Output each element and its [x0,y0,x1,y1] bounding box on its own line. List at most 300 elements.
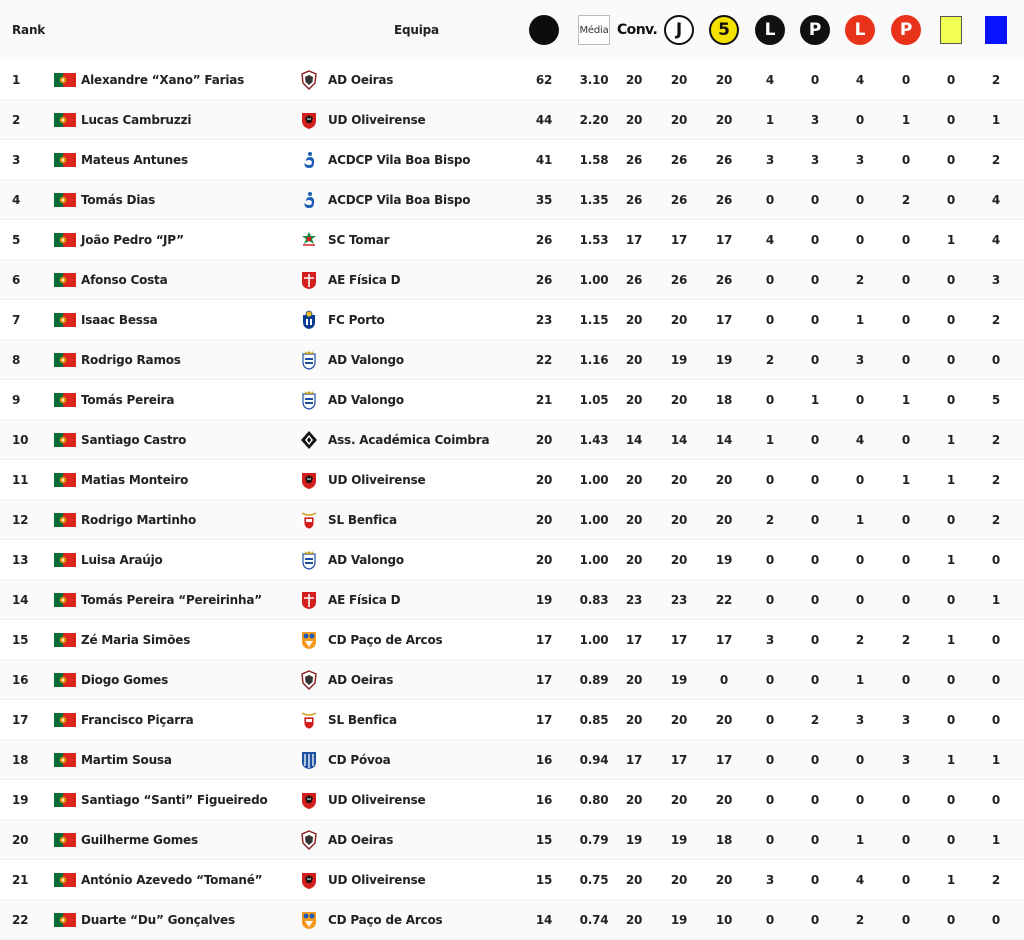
l-red-cell: 0 [855,112,865,127]
portugal-flag-icon [54,620,76,659]
p-red-cell: 1 [901,112,911,127]
conv-cell: 20 [625,872,643,887]
team-name[interactable]: AD Oeiras [328,672,394,687]
l-red-cell: 0 [855,552,865,567]
player-name[interactable]: Isaac Bessa [81,312,158,327]
j-cell: 17 [670,232,688,247]
player-name[interactable]: Zé Maria Simões [81,632,191,647]
table-row[interactable] [0,140,1024,180]
p-red-cell: 0 [901,352,911,367]
team-name[interactable]: AD Oeiras [328,72,394,87]
p-red-cell: 0 [901,432,911,447]
team-name[interactable]: CD Paço de Arcos [328,632,443,647]
blue-cards-cell: 1 [991,592,1001,607]
portugal-flag-icon [54,220,76,259]
player-name[interactable]: Tomás Pereira [81,392,175,407]
media-cell: 0.89 [579,672,609,687]
l-icon: L [755,15,785,45]
portugal-flag-icon [54,660,76,699]
l-red-cell: 0 [855,232,865,247]
portugal-flag-icon [54,180,76,219]
media-cell: 1.53 [579,232,609,247]
team-name[interactable]: AD Valongo [328,552,404,567]
goals-cell: 26 [535,272,553,287]
five-icon: 5 [709,15,739,45]
p-red-cell: 0 [901,872,911,887]
portugal-flag-icon [54,420,76,459]
conv-cell: 17 [625,232,643,247]
player-name[interactable]: Martim Sousa [81,752,172,767]
p-header[interactable] [798,0,832,60]
table-row[interactable] [0,620,1024,660]
media-cell: 1.00 [579,472,609,487]
yellow-cards-cell: 0 [946,392,956,407]
media-cell: 1.58 [579,152,609,167]
rank-cell: 22 [12,912,29,927]
rank-cell: 21 [12,872,29,887]
table-row[interactable] [0,500,1024,540]
rank-cell: 15 [12,632,29,647]
goals-header[interactable] [527,0,561,60]
p-red-cell: 0 [901,792,911,807]
player-name[interactable]: Tomás Pereira “Pereirinha” [81,592,262,607]
yellow-cards-cell: 0 [946,112,956,127]
media-cell: 1.00 [579,512,609,527]
j-cell: 26 [670,152,688,167]
portugal-flag-icon [54,340,76,379]
j-cell: 17 [670,752,688,767]
yellow-cards-cell: 0 [946,272,956,287]
p-cell: 0 [810,512,820,527]
player-name[interactable]: Alexandre “Xano” Farias [81,72,245,87]
j-cell: 20 [670,512,688,527]
media-cell: 1.05 [579,392,609,407]
conv-cell: 26 [625,192,643,207]
goals-cell: 16 [535,792,553,807]
conv-cell: 20 [625,112,643,127]
goals-cell: 20 [535,512,553,527]
table-row[interactable] [0,860,1024,900]
l-red-cell: 2 [855,632,865,647]
table-row[interactable] [0,260,1024,300]
p-cell: 0 [810,72,820,87]
team-name[interactable]: SL Benfica [328,712,397,727]
rank-cell: 19 [12,792,29,807]
j-cell: 19 [670,912,688,927]
player-name[interactable]: Santiago “Santi” Figueiredo [81,792,268,807]
conv-cell: 20 [625,792,643,807]
goals-cell: 15 [535,832,553,847]
team-name[interactable]: SL Benfica [328,512,397,527]
player-name[interactable]: Rodrigo Ramos [81,352,181,367]
team-name[interactable]: AD Valongo [328,392,404,407]
yellow-cards-cell: 0 [946,512,956,527]
ae-fisica-crest-icon [299,580,319,619]
l-cell: 0 [765,712,775,727]
rank-cell: 11 [12,472,29,487]
yellow-cards-cell: 0 [946,72,956,87]
p-red-cell: 0 [901,512,911,527]
l-cell: 3 [765,152,775,167]
player-name[interactable]: Duarte “Du” Gonçalves [81,912,235,927]
team-name[interactable]: SC Tomar [328,232,390,247]
ae-fisica-crest-icon [299,260,319,299]
goals-cell: 41 [535,152,553,167]
portugal-flag-icon [54,860,76,899]
table-row[interactable] [0,340,1024,380]
portugal-flag-icon [54,60,76,99]
blue-cards-cell: 0 [991,632,1001,647]
l-cell: 0 [765,672,775,687]
l-red-cell: 2 [855,272,865,287]
j-cell: 19 [670,352,688,367]
p-cell: 2 [810,712,820,727]
blue-cards-cell: 3 [991,272,1001,287]
team-name[interactable]: ACDCP Vila Boa Bispo [328,152,471,167]
media-header[interactable] [572,0,616,60]
l-cell: 4 [765,72,775,87]
ad-valongo-crest-icon [299,380,319,419]
table-row[interactable] [0,780,1024,820]
five-cell: 20 [715,472,733,487]
p-cell: 0 [810,192,820,207]
conv-cell: 20 [625,512,643,527]
p-red-cell: 3 [901,712,911,727]
equipa-header[interactable]: Equipa [394,23,439,37]
table-row[interactable] [0,100,1024,140]
l-red-cell: 4 [855,72,865,87]
team-name[interactable]: CD Paço de Arcos [328,912,443,927]
ud-oliveirense-crest-icon [299,860,319,899]
l-red-cell: 4 [855,432,865,447]
media-cell: 0.80 [579,792,609,807]
five-cell: 10 [715,912,733,927]
conv-cell: 20 [625,312,643,327]
five-cell: 17 [715,312,733,327]
player-name[interactable]: Afonso Costa [81,272,168,287]
l-red-cell: 3 [855,152,865,167]
team-name[interactable]: UD Oliveirense [328,792,426,807]
l-red-cell: 1 [855,512,865,527]
p-cell: 0 [810,352,820,367]
media-cell: 0.74 [579,912,609,927]
p-icon: P [800,15,830,45]
conv-cell: 20 [625,72,643,87]
portugal-flag-icon [54,700,76,739]
p-cell: 0 [810,432,820,447]
team-name[interactable]: AD Oeiras [328,832,394,847]
l-cell: 4 [765,232,775,247]
player-name[interactable]: Diogo Gomes [81,672,169,687]
five-cell: 20 [715,792,733,807]
table-row[interactable] [0,180,1024,220]
portugal-flag-icon [54,260,76,299]
portugal-flag-icon [54,140,76,179]
five-cell: 18 [715,832,733,847]
portugal-flag-icon [54,300,76,339]
l-red-cell: 3 [855,352,865,367]
table-row[interactable] [0,60,1024,100]
l-cell: 2 [765,352,775,367]
p-cell: 0 [810,232,820,247]
j-header[interactable] [662,0,696,60]
goals-cell: 17 [535,712,553,727]
blue-cards-cell: 1 [991,112,1001,127]
conv-cell: 20 [625,712,643,727]
l-red-cell: 1 [855,312,865,327]
p-red-cell: 1 [901,392,911,407]
j-cell: 20 [670,792,688,807]
l-red-cell: 3 [855,712,865,727]
rank-cell: 12 [12,512,29,527]
p-cell: 0 [810,272,820,287]
goals-cell: 62 [535,72,553,87]
yellow-cards-cell: 0 [946,152,956,167]
media-cell: 0.83 [579,592,609,607]
player-name[interactable]: Guilherme Gomes [81,832,198,847]
l-red-header[interactable] [843,0,877,60]
ad-valongo-crest-icon [299,340,319,379]
academica-crest-icon [299,420,319,459]
p-cell: 0 [810,632,820,647]
five-cell: 26 [715,192,733,207]
rank-cell: 4 [12,192,21,207]
portugal-flag-icon [54,380,76,419]
goals-cell: 20 [535,432,553,447]
p-cell: 0 [810,592,820,607]
player-name[interactable]: Mateus Antunes [81,152,188,167]
ud-oliveirense-crest-icon [299,100,319,139]
portugal-flag-icon [54,540,76,579]
fc-porto-crest-icon [299,300,319,339]
media-cell: 1.00 [579,552,609,567]
yellow-card-header[interactable] [934,0,968,60]
acdcp-crest-icon [299,140,319,179]
blue-cards-cell: 5 [991,392,1001,407]
rank-cell: 20 [12,832,29,847]
table-row[interactable] [0,740,1024,780]
l-cell: 1 [765,112,775,127]
five-cell: 19 [715,552,733,567]
media-cell: 1.43 [579,432,609,447]
j-cell: 26 [670,272,688,287]
team-name[interactable]: UD Oliveirense [328,872,426,887]
player-name[interactable]: Francisco Piçarra [81,712,194,727]
conv-cell: 26 [625,272,643,287]
table-row[interactable] [0,220,1024,260]
goals-cell: 20 [535,472,553,487]
five-cell: 20 [715,872,733,887]
p-red-cell: 0 [901,72,911,87]
rank-cell: 17 [12,712,29,727]
table-row[interactable] [0,660,1024,700]
table-row[interactable] [0,700,1024,740]
p-red-cell: 3 [901,752,911,767]
l-red-cell: 0 [855,472,865,487]
j-cell: 20 [670,872,688,887]
rank-cell: 7 [12,312,21,327]
team-name[interactable]: ACDCP Vila Boa Bispo [328,192,471,207]
blue-card-header[interactable] [979,0,1013,60]
rank-cell: 10 [12,432,29,447]
sc-tomar-crest-icon [299,220,319,259]
media-icon: Média [578,15,610,45]
media-cell: 0.94 [579,752,609,767]
l-cell: 0 [765,592,775,607]
table-row[interactable] [0,540,1024,580]
rank-cell: 16 [12,672,29,687]
media-cell: 1.00 [579,632,609,647]
player-name[interactable]: Rodrigo Martinho [81,512,197,527]
blue-cards-cell: 2 [991,472,1001,487]
team-name[interactable]: AE Física D [328,592,401,607]
player-name[interactable]: Matias Monteiro [81,472,189,487]
p-red-cell: 0 [901,912,911,927]
team-name[interactable]: FC Porto [328,312,385,327]
team-name[interactable]: Ass. Académica Coimbra [328,432,490,447]
portugal-flag-icon [54,780,76,819]
table-row[interactable] [0,900,1024,940]
conv-cell: 23 [625,592,643,607]
player-name[interactable]: António Azevedo “Tomané” [81,872,263,887]
yellow-card-icon [940,16,962,44]
l-red-cell: 0 [855,192,865,207]
table-row[interactable] [0,460,1024,500]
ud-oliveirense-crest-icon [299,780,319,819]
rank-cell: 13 [12,552,29,567]
table-row[interactable] [0,580,1024,620]
player-name[interactable]: Santiago Castro [81,432,187,447]
l-header[interactable] [753,0,787,60]
conv-cell: 26 [625,152,643,167]
l-cell: 0 [765,472,775,487]
l-cell: 2 [765,512,775,527]
l-cell: 0 [765,752,775,767]
blue-cards-cell: 0 [991,672,1001,687]
rank-cell: 1 [12,72,21,87]
player-name[interactable]: Tomás Dias [81,192,156,207]
j-cell: 20 [670,312,688,327]
cd-paco-crest-icon [299,620,319,659]
rank-header[interactable]: Rank [12,23,46,37]
l-red-cell: 0 [855,592,865,607]
team-name[interactable]: CD Póvoa [328,752,391,767]
yellow-cards-cell: 1 [946,432,956,447]
l-cell: 0 [765,912,775,927]
l-red-icon: L [845,15,875,45]
player-name[interactable]: João Pedro “JP” [81,232,184,247]
team-name[interactable]: UD Oliveirense [328,472,426,487]
j-cell: 20 [670,712,688,727]
five-cell: 14 [715,432,733,447]
table-row[interactable] [0,300,1024,340]
yellow-cards-cell: 0 [946,192,956,207]
yellow-cards-cell: 1 [946,552,956,567]
portugal-flag-icon [54,740,76,779]
yellow-cards-cell: 1 [946,872,956,887]
p-red-header[interactable] [889,0,923,60]
player-name[interactable]: Luisa Araújo [81,552,163,567]
goals-cell: 14 [535,912,553,927]
ad-oeiras-crest-icon [299,660,319,699]
player-name[interactable]: Lucas Cambruzzi [81,112,192,127]
p-cell: 0 [810,912,820,927]
five-header[interactable] [707,0,741,60]
blue-cards-cell: 2 [991,72,1001,87]
yellow-cards-cell: 1 [946,752,956,767]
acdcp-crest-icon [299,180,319,219]
p-cell: 0 [810,872,820,887]
five-cell: 0 [719,672,729,687]
l-red-cell: 1 [855,832,865,847]
conv-header[interactable] [617,0,658,60]
five-cell: 17 [715,752,733,767]
j-cell: 23 [670,592,688,607]
conv-cell: 19 [625,832,643,847]
p-red-icon: P [891,15,921,45]
media-cell: 1.35 [579,192,609,207]
media-cell: 0.85 [579,712,609,727]
team-name[interactable]: UD Oliveirense [328,112,426,127]
goals-cell: 20 [535,552,553,567]
portugal-flag-icon [54,500,76,539]
portugal-flag-icon [54,460,76,499]
team-name[interactable]: AD Valongo [328,352,404,367]
j-cell: 19 [670,672,688,687]
media-cell: 3.10 [579,72,609,87]
conv-cell: 14 [625,432,643,447]
l-red-cell: 0 [855,752,865,767]
cd-povoa-crest-icon [299,740,319,779]
p-red-cell: 0 [901,552,911,567]
five-cell: 20 [715,72,733,87]
table-row[interactable] [0,420,1024,460]
l-cell: 0 [765,832,775,847]
conv-cell: 20 [625,352,643,367]
l-cell: 0 [765,272,775,287]
l-red-cell: 4 [855,872,865,887]
conv-cell: 20 [625,912,643,927]
p-red-cell: 0 [901,152,911,167]
blue-cards-cell: 4 [991,232,1001,247]
yellow-cards-cell: 0 [946,352,956,367]
table-header [0,0,1024,60]
conv-cell: 20 [625,672,643,687]
table-row[interactable] [0,380,1024,420]
conv-icon: Conv. [617,22,658,38]
yellow-cards-cell: 0 [946,712,956,727]
media-cell: 1.16 [579,352,609,367]
blue-cards-cell: 0 [991,912,1001,927]
j-cell: 20 [670,392,688,407]
yellow-cards-cell: 0 [946,672,956,687]
media-cell: 2.20 [579,112,609,127]
ad-valongo-crest-icon [299,540,319,579]
team-name[interactable]: AE Física D [328,272,401,287]
l-red-cell: 0 [855,792,865,807]
blue-cards-cell: 0 [991,352,1001,367]
j-cell: 14 [670,432,688,447]
l-red-cell: 2 [855,912,865,927]
table-row[interactable] [0,820,1024,860]
yellow-cards-cell: 0 [946,912,956,927]
rank-cell: 6 [12,272,21,287]
conv-cell: 20 [625,552,643,567]
ball-icon [529,15,559,45]
p-cell: 1 [810,392,820,407]
blue-cards-cell: 2 [991,512,1001,527]
sl-benfica-crest-icon [299,500,319,539]
